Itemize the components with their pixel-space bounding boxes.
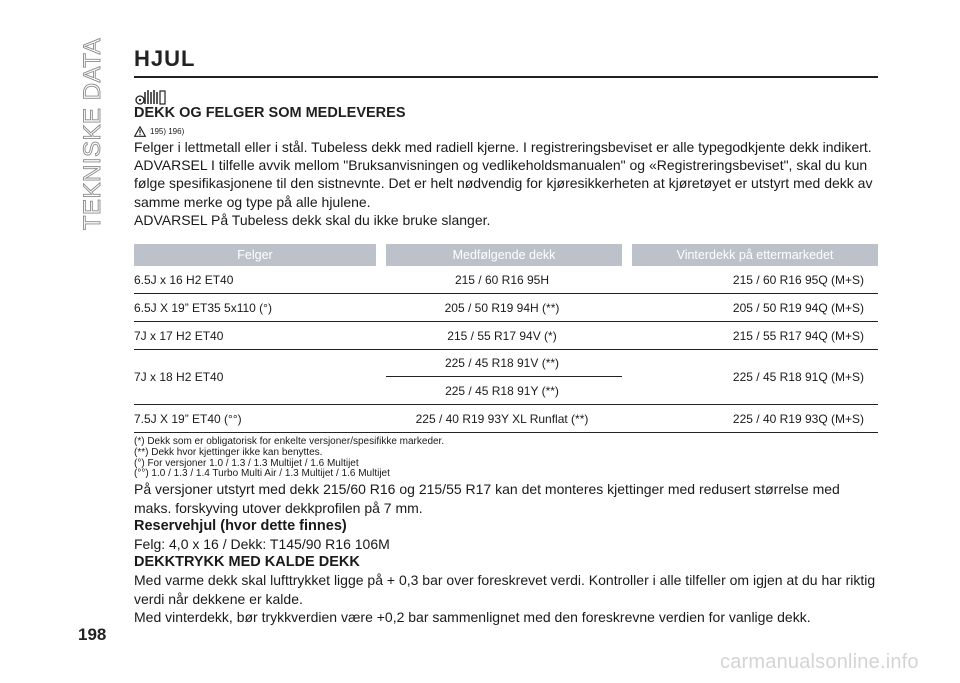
spare-wheel-title: Reservehjul (hvor dette finnes) [134, 518, 347, 535]
cell-spacer [376, 405, 386, 433]
icon-row [134, 85, 878, 105]
subsection-title-tires: DEKK OG FELGER SOM MEDLEVERES [134, 105, 406, 121]
note-line: (°°) 1.0 / 1.3 / 1.4 Turbo Multi Air / 1.3 Multijet / 1.6 Multijet [134, 468, 390, 480]
cell-standard-tire: 225 / 45 R18 91V (**) [386, 350, 622, 377]
cell-winter-tire: 205 / 50 R19 94Q (M+S) [632, 294, 878, 322]
cell-spacer [376, 322, 386, 350]
page-number: 198 [78, 625, 107, 644]
warning-row [134, 124, 878, 138]
table-row [134, 266, 878, 294]
note-line: (**) Dekk hvor kjettinger ikke kan benyttes. [134, 446, 323, 458]
table-header-rims: Felger [134, 244, 376, 266]
cell-rim: 7J x 17 H2 ET40 [134, 322, 376, 350]
note-line: (*) Dekk som er obligatorisk for enkelte versjoner/spesifikke markeder. [134, 436, 445, 448]
side-section-label: TEKNISKE DATA [79, 37, 106, 231]
cell-rim: 7J x 18 H2 ET40 [134, 350, 376, 405]
section-title: HJUL [134, 48, 878, 78]
cell-rim: 7.5J X 19” ET40 (°°) [134, 405, 376, 433]
cell-rim: 6.5J x 16 H2 ET40 [134, 266, 376, 294]
table-row [134, 322, 878, 350]
cell-standard-tire: 215 / 60 R16 95H [386, 266, 622, 294]
header-spacer [622, 244, 632, 266]
note-line: (°) For versjoner 1.0 / 1.3 / 1.3 Multijet / 1.6 Multijet [134, 457, 359, 469]
table-row [134, 294, 878, 322]
table-header-row [134, 244, 878, 266]
pressure-title: DEKKTRYKK MED KALDE DEKK [134, 554, 360, 571]
cell-rim: 6.5J X 19” ET35 5x110 (°) [134, 294, 376, 322]
table-header-winter-tires: Vinterdekk på ettermarkedet [632, 244, 878, 266]
cell-spacer [376, 350, 386, 405]
cell-standard-tire: 225 / 45 R18 91Y (**) [386, 377, 622, 405]
cell-standard-tire: 205 / 50 R19 94H (**) [386, 294, 622, 322]
cell-spacer [622, 350, 632, 405]
paragraph-pressure-warm: Med varme dekk skal lufttrykket ligge på + 0,3 bar over foreskrevet verdi. Kontroller i alle tilfeller om igjen at du har riktig verdi når dekkene er kalde. [134, 572, 876, 607]
paragraph-rims: Felger i lettmetall eller i stål. Tubeless dekk med radiell kjerne. I registreringsbeviset er alle typegodkjente dekk indikert. [134, 139, 872, 155]
warning-icon [134, 126, 146, 137]
cell-winter-tire: 215 / 60 R16 95Q (M+S) [632, 266, 878, 294]
cell-spacer [622, 294, 632, 322]
table-row [134, 405, 878, 433]
table-row [134, 350, 878, 377]
tire-icon [134, 88, 168, 105]
paragraph-warning-tubeless: ADVARSEL På Tubeless dekk skal du ikke bruke slanger. [134, 211, 491, 228]
page-content [134, 48, 878, 627]
header-spacer [376, 244, 386, 266]
paragraph-warning-docs: ADVARSEL I tilfelle avvik mellom "Bruksanvisningen og vedlikeholdsmanualen" og «Registreringsbeviset", skal du kun følge spesifikasjonene til den sistnevnte. Det er helt nødvendig for kjøresikkerheten at kjøretøyet er utstyrt med dekk av samme merke og type på alle hjulene. [134, 157, 873, 210]
watermark-text: carmanualsonline.info [720, 651, 919, 673]
spare-wheel-spec: Felg: 4,0 x 16 / Dekk: T145/90 R16 106M [134, 536, 390, 553]
paragraph-chains: På versjoner utstyrt med dekk 215/60 R16 og 215/55 R17 kan det monteres kjettinger med redusert størrelse med maks. forskyving utover dekkprofilen på 7 mm. [134, 481, 840, 516]
cell-spacer [622, 266, 632, 294]
wheels-table [134, 244, 878, 433]
cell-winter-tire: 225 / 40 R19 93Q (M+S) [632, 405, 878, 433]
cell-standard-tire: 215 / 55 R17 94V (*) [386, 322, 622, 350]
cell-winter-tire: 225 / 45 R18 91Q (M+S) [632, 350, 878, 405]
cell-spacer [622, 405, 632, 433]
cell-spacer [376, 294, 386, 322]
paragraph-pressure-winter: Med vinterdekk, bør trykkverdien være +0,2 bar sammenlignet med den foreskrevne verdien for vanlige dekk. [134, 609, 811, 626]
cell-spacer [376, 266, 386, 294]
table-header-standard-tires: Medfølgende dekk [386, 244, 622, 266]
cell-winter-tire: 215 / 55 R17 94Q (M+S) [632, 322, 878, 350]
side-section-tab [78, 37, 108, 231]
warning-references: 195) 196) [150, 126, 185, 136]
cell-spacer [622, 322, 632, 350]
cell-standard-tire: 225 / 40 R19 93Y XL Runflat (**) [386, 405, 622, 433]
table-notes [134, 437, 878, 480]
